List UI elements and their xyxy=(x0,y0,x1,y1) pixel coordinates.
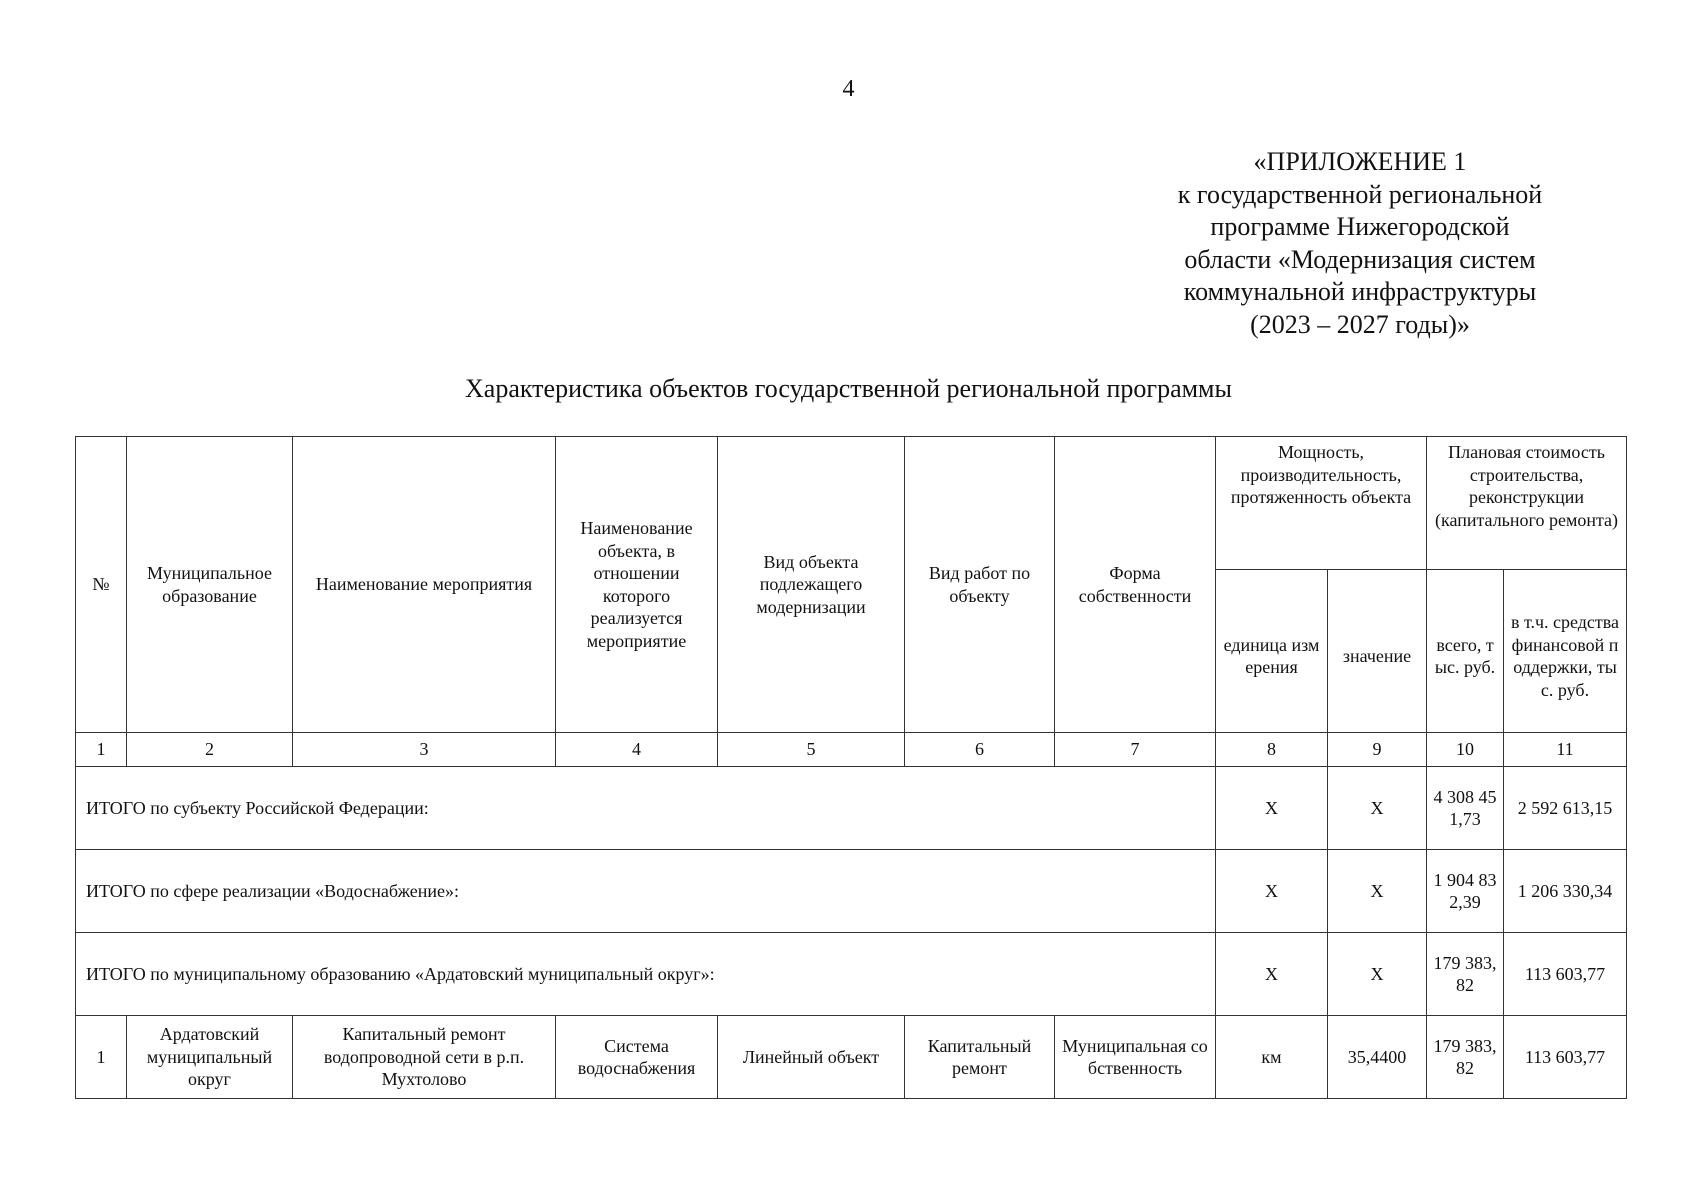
header-work-type: Вид работ по объекту xyxy=(905,437,1055,733)
column-number: 7 xyxy=(1055,733,1216,767)
appendix-line: «ПРИЛОЖЕНИЕ 1 xyxy=(1253,147,1467,176)
appendix-heading xyxy=(1150,146,1570,341)
header-no: № xyxy=(76,437,127,733)
column-number: 8 xyxy=(1216,733,1328,767)
page-number: 4 xyxy=(842,76,855,102)
total-support: 113 603,77 xyxy=(1504,933,1627,1016)
header-capacity: Мощность, производительность, протяженность объекта xyxy=(1216,437,1427,570)
total-value: Х xyxy=(1328,850,1427,933)
column-number: 6 xyxy=(905,733,1055,767)
objects-table xyxy=(75,436,1627,1099)
total-cost: 1 904 832,39 xyxy=(1427,850,1504,933)
total-support: 2 592 613,15 xyxy=(1504,767,1627,850)
total-cost: 179 383,82 xyxy=(1427,933,1504,1016)
column-number-row xyxy=(76,733,1627,767)
total-unit: Х xyxy=(1216,767,1328,850)
row-object-type: Линейный объект xyxy=(718,1016,905,1099)
header-measure: Наименование мероприятия xyxy=(293,437,556,733)
appendix-line: (2023 – 2027 годы)» xyxy=(1250,309,1470,339)
row-value: 35,4400 xyxy=(1328,1016,1427,1099)
header-total: всего, тыс. руб. xyxy=(1427,570,1504,733)
column-number: 10 xyxy=(1427,733,1504,767)
row-object-name: Система водоснабжения xyxy=(556,1016,718,1099)
row-unit: км xyxy=(1216,1016,1328,1099)
row-total: 179 383,82 xyxy=(1427,1016,1504,1099)
total-support: 1 206 330,34 xyxy=(1504,850,1627,933)
column-number: 1 xyxy=(76,733,127,767)
row-no: 1 xyxy=(76,1016,127,1099)
appendix-line: программе Нижегородской xyxy=(1210,212,1510,241)
header-unit: единица измерения xyxy=(1216,570,1328,733)
column-number: 3 xyxy=(293,733,556,767)
total-row xyxy=(76,850,1627,933)
column-number: 4 xyxy=(556,733,718,767)
total-label: ИТОГО по муниципальному образованию «Ардатовский муниципальный округ»: xyxy=(76,933,1216,1016)
total-unit: Х xyxy=(1216,933,1328,1016)
row-ownership: Муниципальная собственность xyxy=(1055,1016,1216,1099)
total-label: ИТОГО по сфере реализации «Водоснабжение»: xyxy=(76,850,1216,933)
header-object-name: Наименование объекта, в отношении которого реализуется мероприятие xyxy=(556,437,718,733)
appendix-line: к государственной региональной xyxy=(1177,179,1543,209)
row-support: 113 603,77 xyxy=(1504,1016,1627,1099)
table-row xyxy=(76,1016,1627,1099)
column-number: 9 xyxy=(1328,733,1427,767)
header-ownership: Форма собственности xyxy=(1055,437,1216,733)
total-label: ИТОГО по субъекту Российской Федерации: xyxy=(76,767,1216,850)
row-municipality: Ардатовский муниципальный округ xyxy=(127,1016,293,1099)
total-row xyxy=(76,767,1627,850)
row-measure: Капитальный ремонт водопроводной сети в р.п. Мухтолово xyxy=(293,1016,556,1099)
column-number: 2 xyxy=(127,733,293,767)
total-cost: 4 308 451,73 xyxy=(1427,767,1504,850)
header-row xyxy=(76,437,1627,570)
column-number: 5 xyxy=(718,733,905,767)
header-incl-support: в т.ч. средства финансовой поддержки, тыс. руб. xyxy=(1504,570,1627,733)
total-unit: Х xyxy=(1216,850,1328,933)
header-object-type: Вид объекта подлежащего модернизации xyxy=(718,437,905,733)
header-municipality: Муниципальное образование xyxy=(127,437,293,733)
document-title: Характеристика объектов государственной региональной программы xyxy=(465,374,1232,403)
header-value: значение xyxy=(1328,570,1427,733)
column-number: 11 xyxy=(1504,733,1627,767)
row-work-type: Капитальный ремонт xyxy=(905,1016,1055,1099)
total-value: Х xyxy=(1328,767,1427,850)
total-value: Х xyxy=(1328,933,1427,1016)
total-row xyxy=(76,933,1627,1016)
appendix-line: области «Модернизация систем xyxy=(1184,244,1536,274)
header-planned-cost: Плановая стоимость строительства, реконструкции (капитального ремонта) xyxy=(1427,437,1627,570)
appendix-line: коммунальной инфраструктуры xyxy=(1183,277,1537,306)
